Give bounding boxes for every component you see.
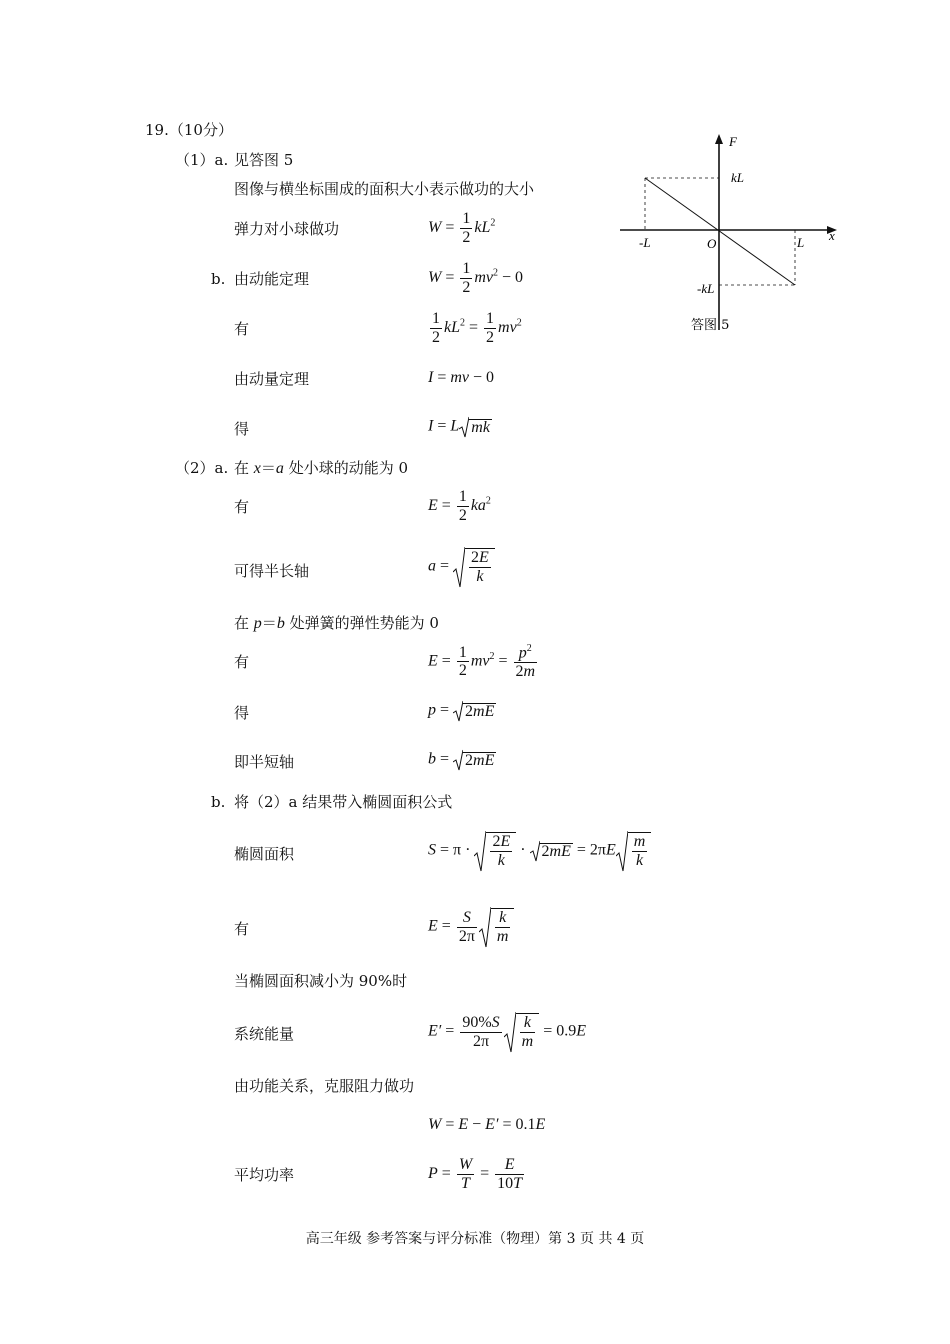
part2-a-eq: ＝ bbox=[260, 459, 276, 477]
sqrt-sign-icon bbox=[453, 700, 463, 722]
equation-semiminor: b = 2mE bbox=[428, 749, 496, 771]
part2-you3-label: 有 bbox=[234, 920, 250, 938]
equation-p-result: p = 2mE bbox=[428, 700, 496, 722]
sqrt-sign-icon bbox=[459, 416, 469, 438]
label-L: L bbox=[797, 235, 805, 250]
part2-a-label: （2）a. bbox=[175, 459, 229, 477]
equation-semimajor: a = $\frac{2E}{k}$ bbox=[428, 546, 495, 588]
equation-reduced-energy: E′ = $\frac{90\%S}{2\pi}$ $\frac{k}{m}$ = 0.9E bbox=[428, 1011, 586, 1053]
part1-momentum-label: 由动量定理 bbox=[234, 370, 310, 388]
part2-semimajor-label: 可得半长轴 bbox=[234, 562, 310, 580]
part2-p-eq: ＝ bbox=[261, 614, 277, 632]
part2-de-label: 得 bbox=[234, 704, 250, 722]
part2-semiminor-label: 即半短轴 bbox=[234, 753, 295, 771]
label-neg-L: -L bbox=[639, 235, 651, 250]
label-origin: O bbox=[707, 236, 717, 251]
sqrt-sign-icon bbox=[530, 840, 540, 862]
equation-resistance-work: W = E − E′ = 0.1E bbox=[428, 1116, 546, 1133]
page-footer: 高三年级 参考答案与评分标准（物理）第 3 页 共 4 页 bbox=[305, 1231, 645, 1247]
equation-ellipse-area: S = π · $\frac{2E}{k}$ · 2mE = 2πE $\frac{m}{k}$ bbox=[428, 830, 651, 872]
part2-reduce-text: 当椭圆面积减小为 90%时 bbox=[234, 972, 408, 990]
equation-average-power: P = $\frac{W}{T}$ = $\frac{E}{10T}$ bbox=[428, 1156, 523, 1192]
part1-a-label: （1）a. bbox=[175, 151, 229, 169]
part2-you2-label: 有 bbox=[234, 653, 250, 671]
equation-work-spring: W = $\frac{1}{2}$ $kL^2$ bbox=[428, 210, 496, 246]
part1-b-text: 由动能定理 bbox=[234, 270, 310, 288]
sqrt-sign-icon bbox=[453, 749, 463, 771]
part2-a-val: a bbox=[275, 460, 284, 477]
sqrt-sign-icon bbox=[453, 546, 465, 588]
sqrt-sign-icon bbox=[479, 906, 491, 948]
part2-area-label: 椭圆面积 bbox=[234, 845, 295, 863]
part2-p-text-post: 处弹簧的弹性势能为 0 bbox=[289, 614, 439, 632]
sqrt-sign-icon bbox=[616, 830, 628, 872]
force-line bbox=[645, 178, 795, 285]
part2-a-text-pre: 在 bbox=[234, 459, 250, 477]
part2-p-val: b bbox=[276, 615, 285, 632]
equation-kinetic-theorem: W = $\frac{1}{2}$ $mv^2 - 0$ bbox=[428, 260, 524, 296]
part2-work-text: 由功能关系，克服阻力做功 bbox=[234, 1077, 415, 1095]
part2-energy-label: 系统能量 bbox=[234, 1025, 295, 1043]
part1-work-label: 弹力对小球做功 bbox=[234, 220, 340, 238]
equation-momentum-theorem: I = mv − 0 bbox=[428, 369, 495, 386]
equation-energy-equal: $\frac{1}{2}$ $kL^2$ = $\frac{1}{2}$ $mv^2$ bbox=[432, 310, 522, 346]
label-kL: kL bbox=[731, 170, 744, 185]
part2-b-label: b. bbox=[211, 793, 226, 811]
part2-p-text bbox=[234, 616, 439, 632]
part1-a-line2: 图像与横坐标围成的面积大小表示做功的大小 bbox=[234, 180, 535, 198]
part2-a-var: x bbox=[253, 460, 261, 477]
label-F: F bbox=[729, 134, 737, 149]
y-axis-arrow-icon bbox=[715, 134, 723, 144]
part2-b-text: 将（2）a 结果带入椭圆面积公式 bbox=[234, 793, 453, 811]
part2-power-label: 平均功率 bbox=[234, 1166, 295, 1184]
sqrt-sign-icon bbox=[504, 1011, 516, 1053]
question-number: 19.（10分） bbox=[145, 121, 233, 139]
sqrt-sign-icon bbox=[474, 830, 486, 872]
part2-a-text bbox=[234, 461, 408, 477]
part1-you-label: 有 bbox=[234, 320, 250, 338]
equation-energy-p: E = $\frac{1}{2}$ $mv^2$ = $\frac{p^2}{2m}$ bbox=[428, 643, 536, 680]
part2-p-text-pre: 在 bbox=[234, 614, 250, 632]
part1-a-text: 见答图 5 bbox=[234, 151, 294, 169]
part1-de-label: 得 bbox=[234, 420, 250, 438]
equation-energy-a: E = $\frac{1}{2}$ $ka^2$ bbox=[428, 488, 491, 524]
label-neg-kL: -kL bbox=[697, 281, 715, 296]
part2-a-text-post: 处小球的动能为 0 bbox=[288, 459, 409, 477]
part2-you1-label: 有 bbox=[234, 498, 250, 516]
figure-caption: 答图 5 bbox=[691, 318, 730, 333]
label-x: x bbox=[829, 228, 835, 243]
equation-energy-from-area: E = $\frac{S}{2\pi}$ $\frac{k}{m}$ bbox=[428, 906, 514, 948]
equation-impulse-result: I = L mk bbox=[428, 416, 492, 438]
part1-b-label: b. bbox=[211, 270, 226, 288]
answer-figure-5 bbox=[615, 130, 845, 340]
part2-p-var: p bbox=[253, 615, 262, 632]
